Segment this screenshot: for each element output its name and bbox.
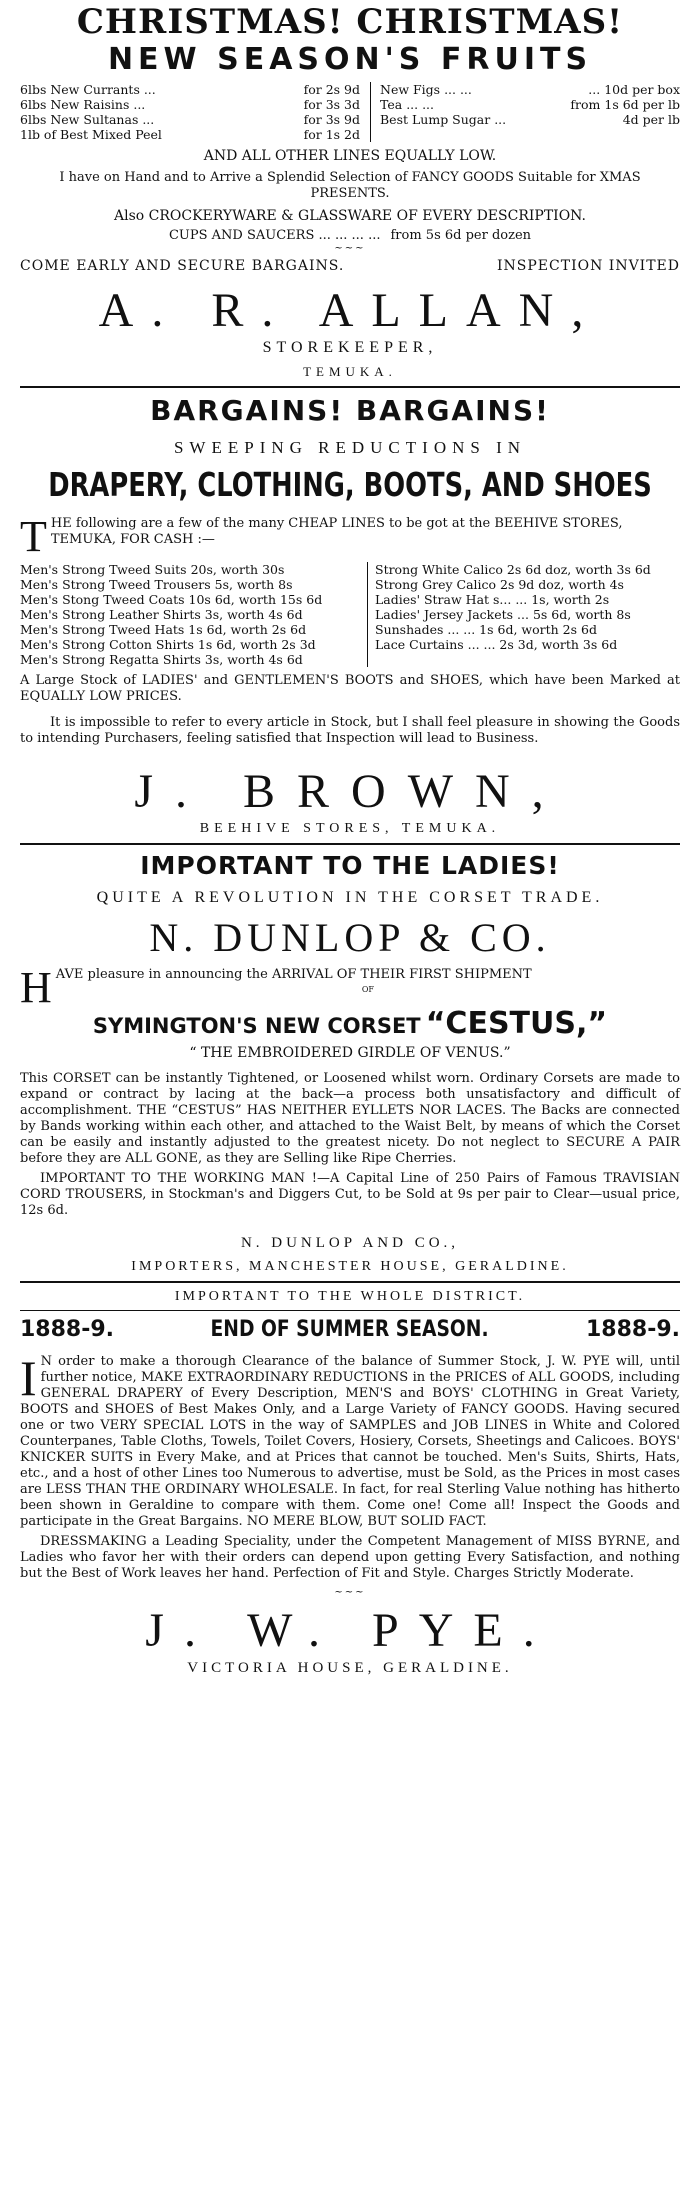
section-divider <box>20 386 680 388</box>
list-item: Ladies' Straw Hat s... ... 1s, worth 2s <box>375 592 610 607</box>
year-right: 1888-9. <box>585 1317 680 1342</box>
cups-price: from 5s 6d per dozen <box>390 228 532 243</box>
list-item: Strong Grey Calico 2s 9d doz, worth 4s <box>375 577 624 592</box>
brown-name: J. BROWN, <box>134 765 566 818</box>
fancy-goods-text: I have on Hand and to Arrive a Splendid Selection of FANCY GOODS Suitable for XMAS PRESENTS. <box>59 170 641 201</box>
dunlop-footer-name: N. DUNLOP AND CO., <box>240 1235 460 1251</box>
list-item: Best Lump Sugar ... 4d per lb <box>380 112 680 127</box>
drapery-headline: DRAPERY, CLOTHING, BOOTS, AND SHOES <box>48 465 652 504</box>
come-early-line <box>20 258 680 274</box>
drop-cap: T <box>20 512 47 561</box>
cups-label: CUPS AND SAUCERS ... ... ... ... <box>168 228 381 243</box>
section-divider <box>20 1281 680 1283</box>
list-item: Men's Strong Tweed Suits 20s, worth 30s <box>20 562 285 577</box>
list-item: 1lb of Best Mixed Peel for 1s 2d <box>20 127 360 142</box>
sweeping-reductions: SWEEPING REDUCTIONS IN <box>173 438 527 457</box>
allan-name: A. R. ALLAN, <box>98 284 602 337</box>
fruit-list-right <box>380 82 680 142</box>
list-item: 6lbs New Sultanas ... for 3s 9d <box>20 112 360 127</box>
ladies-headline: IMPORTANT TO THE LADIES! <box>140 851 560 880</box>
flourish-ornament: ~~~ <box>334 1587 366 1598</box>
list-item: Men's Strong Tweed Trousers 5s, worth 8s <box>20 577 293 592</box>
whole-district: IMPORTANT TO THE WHOLE DISTRICT. <box>174 1289 526 1304</box>
summer-headline: END OF SUMMER SEASON. <box>210 1317 490 1342</box>
list-item: Lace Curtains ... ... 2s 3d, worth 3s 6d <box>375 637 618 652</box>
brown-advertisement <box>20 392 680 839</box>
body-text: N order to make a thorough Clearance of the balance of Summer Stock, J. W. PYE will, until further notice, MAKE EXTRAORDINARY REDUCTIONS in the PRICES of ALL GOODS, including GENERAL DRAPERY of Every Description, MEN'S and BOYS' CLOTHING in Great Variety, BOOTS and SHOES of Best Makes Only, and a Large Variety of FANCY GOODS. Having secured one or two VERY SPECIAL LOTS in the way of SAMPLES and JOB LINES in White and Colored Counterpanes, Table Cloths, Towels, Toilet Covers, Hosiery, Corsets, Sheetings and Calicoes. BOYS' KNICKER SUITS in Every Make, and at Prices that cannot be touched. Men's Suits, Shirts, Hats, etc., and a host of other Lines too Numerous to advertise, must be Sold, as the Prices in most cases are LESS THAN THE ORDINARY WHOLESALE. In fact, for real Sterling Value nothing has hitherto been shown in Geraldine to compare with them. Come one! Come all! Inspect the Goods and participate in the Great Bargains. NO MERE BLOW, BUT SOLID FACT. <box>20 1354 680 1529</box>
working-man-text: IMPORTANT TO THE WORKING MAN !—A Capital Line of 250 Pairs of Famous TRAVISIAN CORD TROUSERS, in Stockman's and Diggers Cut, to be Sold at 9s per pair to Clear—usual price, 12s 6d. <box>20 1171 680 1218</box>
list-item: Sunshades ... ... 1s 6d, worth 2s 6d <box>375 622 597 637</box>
allan-role: STOREKEEPER, <box>262 339 438 356</box>
summer-season-line <box>20 1317 680 1342</box>
dressmaking-text: DRESSMAKING a Leading Speciality, under the Competent Management of MISS BYRNE, and Ladies who favor her with their orders can depend upon getting Every Satisfaction, and nothing but the Best of Work leaves her hand. Perfection of Fit and Style. Charges Strictly Moderate. <box>20 1534 680 1581</box>
list-item: Men's Strong Leather Shirts 3s, worth 4s 6d <box>20 607 303 622</box>
corset-prefix: SYMINGTON'S NEW CORSET <box>92 1014 421 1038</box>
pye-name: J. W. PYE. <box>145 1604 555 1657</box>
bargains-headline: BARGAINS! BARGAINS! <box>150 394 550 427</box>
list-item: Strong White Calico 2s 6d doz, worth 3s 6d <box>375 562 651 577</box>
cups-line <box>20 228 680 244</box>
dunlop-name: N. DUNLOP & CO. <box>149 915 551 960</box>
intro-text: HE following are a few of the many CHEAP LINES to be got at the BEEHIVE STORES, TEMUKA, FOR CASH :— <box>50 516 623 547</box>
section-divider <box>20 843 680 845</box>
list-item: New Figs ... ... ... 10d per box <box>380 82 680 97</box>
pye-body <box>20 1350 680 1530</box>
beehive-intro <box>20 512 680 561</box>
intro-text: AVE pleasure in announcing the ARRIVAL OF THEIR FIRST SHIPMENT <box>55 967 532 982</box>
newspaper-page <box>20 0 680 1678</box>
clothing-list-left <box>20 562 360 667</box>
come-early-text: COME EARLY AND SECURE BARGAINS. <box>20 258 345 274</box>
clothing-price-list <box>20 562 680 667</box>
list-item: Ladies' Jersey Jackets ... 5s 6d, worth 8s <box>375 607 631 622</box>
impossible-text: It is impossible to refer to every article in Stock, but I shall feel pleasure in showing the Goods to intending Purchasers, feeling satisfied that Inspection will lead to Business. <box>20 715 680 746</box>
girdle-of-venus: “ THE EMBROIDERED GIRDLE OF VENUS.” <box>189 1045 511 1061</box>
corset-line <box>20 1007 680 1045</box>
boots-text: A Large Stock of LADIES' and GENTLEMEN'S BOOTS and SHOES, which have been Marked at EQUALLY LOW PRICES. <box>20 673 680 704</box>
fruits-subhead: NEW SEASON'S FRUITS <box>107 42 593 77</box>
list-item: Tea ... ... from 1s 6d per lb <box>380 97 680 112</box>
drop-cap: I <box>20 1350 37 1406</box>
inspection-text: INSPECTION INVITED <box>497 258 680 274</box>
drop-cap: H <box>20 963 52 1012</box>
pye-advertisement <box>20 1287 680 1678</box>
victoria-house: VICTORIA HOUSE, GERALDINE. <box>187 1660 513 1676</box>
corset-body: This CORSET can be instantly Tightened, or Loosened whilst worn. Ordinary Corsets are made to expand or contract by lacing at the back—a process both unsatisfactory and difficult of accomplishment. THE “CESTUS” HAS NEITHER EYLLETS NOR LACES. The Backs are connected by Bands working within each other, and attached to the Waist Belt, by means of which the Corset can be easily and instantly adjusted to the greatest nicety. Do not neglect to SECURE A PAIR before they are ALL GONE, as they are Selling like Ripe Cherries. <box>20 1071 680 1166</box>
year-left: 1888-9. <box>20 1317 115 1342</box>
column-divider <box>370 82 371 142</box>
list-item: Men's Strong Cotton Shirts 1s 6d, worth 2s 3d <box>20 637 316 652</box>
list-item: 6lbs New Currants ... for 2s 9d <box>20 82 360 97</box>
all-other-lines: AND ALL OTHER LINES EQUALLY LOW. <box>203 148 497 164</box>
list-item: Men's Strong Regatta Shirts 3s, worth 4s 6d <box>20 652 303 667</box>
fruit-price-list <box>20 82 680 142</box>
column-divider <box>367 562 368 667</box>
dunlop-intro <box>20 963 680 1012</box>
dunlop-footer-address: IMPORTERS, MANCHESTER HOUSE, GERALDINE. <box>131 1259 569 1274</box>
of-label: OF <box>361 985 374 994</box>
list-item: 6lbs New Raisins ... for 3s 3d <box>20 97 360 112</box>
allan-town: TEMUKA. <box>303 364 397 379</box>
beehive-stores: BEEHIVE STORES, TEMUKA. <box>199 821 501 836</box>
fruit-list-left <box>20 82 360 142</box>
cestus-name: “CESTUS,” <box>425 1006 608 1041</box>
clothing-list-right <box>375 562 680 667</box>
dunlop-advertisement <box>20 849 680 1277</box>
thin-divider <box>20 1310 680 1311</box>
christmas-headline: CHRISTMAS! CHRISTMAS! <box>76 2 624 42</box>
list-item: Men's Strong Tweed Hats 1s 6d, worth 2s 6d <box>20 622 307 637</box>
list-item: Men's Stong Tweed Coats 10s 6d, worth 15s 6d <box>20 592 323 607</box>
allan-advertisement <box>20 2 680 382</box>
crockery-text: Also CROCKERYWARE & GLASSWARE OF EVERY DESCRIPTION. <box>114 208 586 224</box>
flourish-ornament: ~~~ <box>334 243 366 254</box>
corset-revolution: QUITE A REVOLUTION IN THE CORSET TRADE. <box>96 889 604 906</box>
